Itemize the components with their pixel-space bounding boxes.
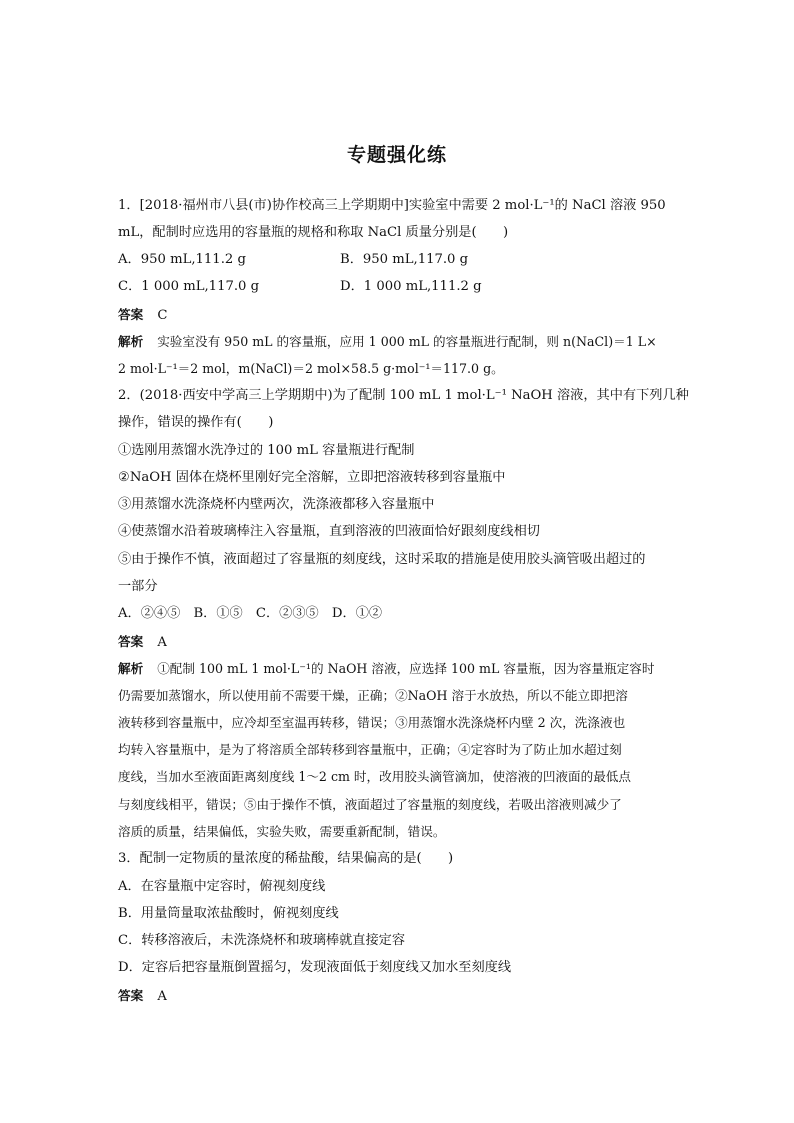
q3-option-c: C．转移溶液后，未洗涤烧杯和玻璃棒就直接定容: [118, 933, 406, 948]
q1-options-row2: [118, 277, 678, 297]
q2-item-5: ⑤由于操作不慎，液面超过了容量瓶的刻度线，这时采取的措施是使用胶头滴管吸出超过的: [118, 552, 646, 567]
q2-answer: [118, 632, 678, 653]
q2-answer-label: 答案: [118, 634, 144, 649]
q2-analysis-line3: 液转移到容量瓶中，应冷却至室温再转移，错误；③用蒸馏水洗涤烧杯内壁 2 次，洗涤液也: [118, 715, 626, 730]
q1-stem-line2: mL，配制时应选用的容量瓶的规格和称取 NaCl 质量分别是( ): [118, 225, 509, 240]
q2-item-2: ②NaOH 固体在烧杯里刚好完全溶解，立即把溶液转移到容量瓶中: [118, 470, 506, 485]
q2-analysis-line5: 度线，当加水至液面距离刻度线 1～2 cm 时，改用胶头滴管滴加，使溶液的凹液面的最低点: [118, 769, 631, 784]
q1-option-c: C．1 000 mL,117.0 g: [118, 279, 260, 294]
q3-answer: [118, 986, 678, 1007]
q2-item-4: ④使蒸馏水沿着玻璃棒注入容量瓶，直到溶液的凹液面恰好跟刻度线相切: [118, 524, 540, 539]
q2-stem-line2: 操作，错误的操作有( ): [118, 415, 274, 430]
q2-options: A．②④⑤ B．①⑤ C．②③⑤ D．①②: [118, 606, 383, 621]
q2-stem-line1: 2．(2018·西安中学高三上学期期中)为了配制 100 mL 1 mol·L⁻¹ NaOH 溶液，其中有下列几种: [118, 388, 689, 403]
q3-answer-label: 答案: [118, 988, 144, 1003]
q2-answer-value: A: [157, 635, 167, 650]
q2-analysis-line1: [118, 659, 678, 679]
q1-options-row1: [118, 250, 678, 270]
page-title: 专题强化练: [346, 144, 447, 166]
q1-option-d: D．1 000 mL,111.2 g: [340, 279, 482, 294]
q2-analysis-line6: 与刻度线相平，错误；⑤由于操作不慎，液面超过了容量瓶的刻度线，若吸出溶液则减少了: [118, 797, 622, 812]
q3-option-b: B．用量筒量取浓盐酸时，俯视刻度线: [118, 906, 339, 921]
q3-option-d: D．定容后把容量瓶倒置摇匀，发现液面低于刻度线又加水至刻度线: [118, 960, 512, 975]
q1-analysis-line2: 2 mol·L⁻¹＝2 mol，m(NaCl)＝2 mol×58.5 g·mol⁻¹＝117.0 g。: [118, 361, 504, 376]
q2-item-5-cont: 一部分: [118, 579, 158, 594]
q2-analysis-line2: 仍需要加蒸馏水，所以使用前不需要干燥，正确；②NaOH 溶于水放热，所以不能立即把溶: [118, 688, 628, 703]
q1-analysis-line1: [118, 332, 678, 352]
q1-answer-label: 答案: [118, 307, 144, 322]
q2-analysis-text1: ①配制 100 mL 1 mol·L⁻¹的 NaOH 溶液，应选择 100 mL 容量瓶，因为容量瓶定容时: [157, 661, 655, 676]
q1-stem-line1: 1．[2018·福州市八县(市)协作校高三上学期期中]实验室中需要 2 mol·L⁻¹的 NaCl 溶液 950: [118, 198, 666, 213]
q2-analysis-line7: 溶质的质量，结果偏低，实验失败，需要重新配制，错误。: [118, 824, 446, 839]
q3-answer-value: A: [157, 989, 167, 1004]
q3-option-a: A．在容量瓶中定容时，俯视刻度线: [118, 879, 326, 894]
q1-analysis-label: 解析: [118, 334, 144, 349]
q2-item-3: ③用蒸馏水洗涤烧杯内壁两次，洗涤液都移入容量瓶中: [118, 497, 435, 512]
q2-item-1: ①选刚用蒸馏水洗净过的 100 mL 容量瓶进行配制: [118, 443, 415, 458]
q1-option-b: B．950 mL,117.0 g: [340, 252, 469, 267]
q1-answer: [118, 305, 678, 326]
q1-analysis-text1: 实验室没有 950 mL 的容量瓶，应用 1 000 mL 的容量瓶进行配制，则 n(NaCl)＝1 L×: [157, 334, 657, 349]
q1-option-a: A．950 mL,111.2 g: [118, 252, 246, 267]
q2-analysis-label: 解析: [118, 661, 144, 676]
q3-stem: 3．配制一定物质的量浓度的稀盐酸，结果偏高的是( ): [118, 851, 454, 866]
q1-answer-value: C: [157, 308, 168, 323]
q2-analysis-line4: 均转入容量瓶中，是为了将溶质全部转移到容量瓶中，正确；④定容时为了防止加水超过刻: [118, 742, 622, 757]
